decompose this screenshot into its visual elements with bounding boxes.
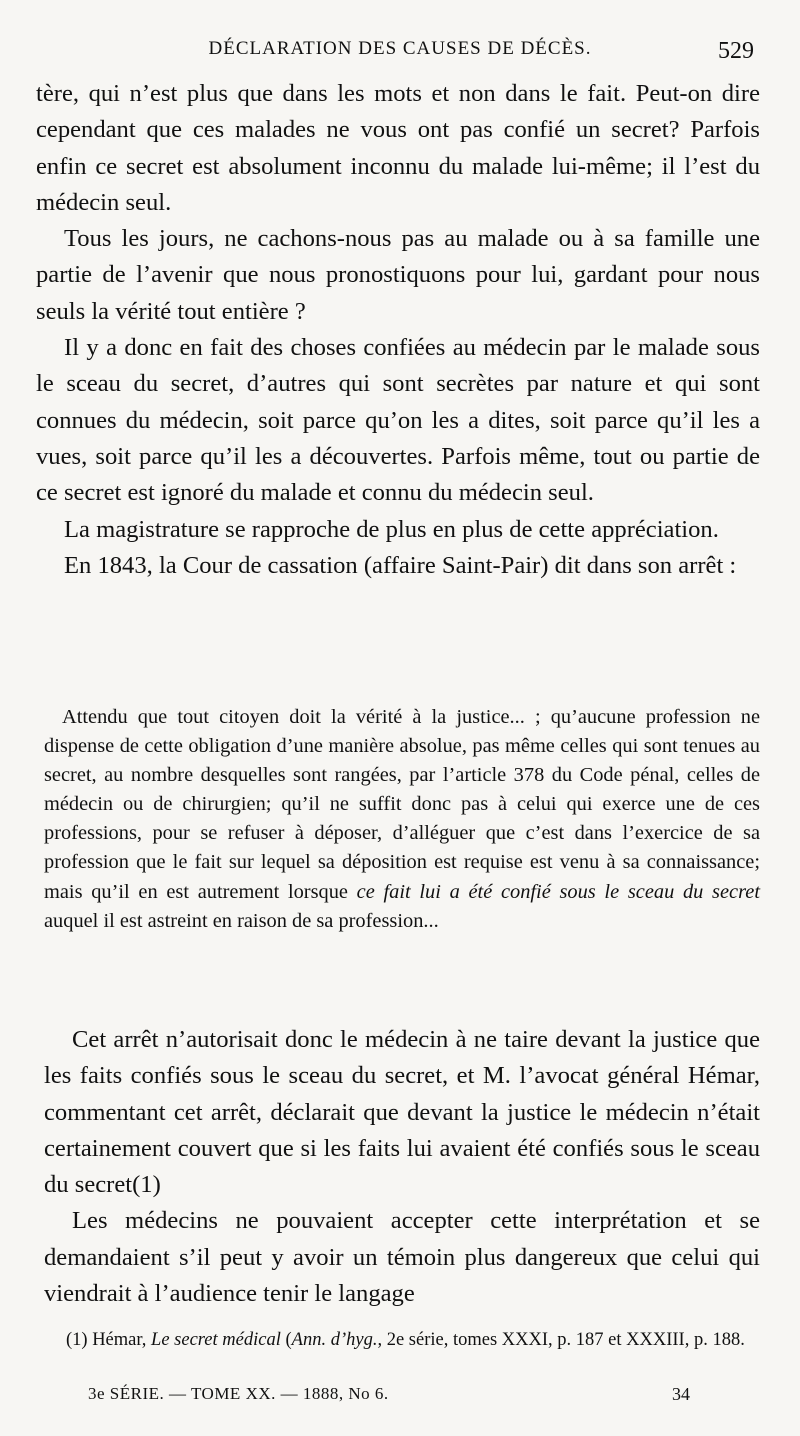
- footnote-title: Le secret médical: [151, 1330, 281, 1350]
- body-text: [36, 76, 760, 584]
- footnote: [44, 1328, 760, 1353]
- series-info: 3e SÉRIE. — TOME XX. — 1888, No 6.: [88, 1384, 389, 1403]
- court-ruling-quote: [44, 703, 760, 936]
- paragraph: En 1843, la Cour de cassation (affaire Saint-Pair) dit dans son arrêt :: [64, 551, 737, 579]
- footnote-rest: , 2e série, tomes XXXI, p. 187 et XXXIII, p. 188.: [377, 1330, 745, 1350]
- footnote-journal: Ann. d’hyg.: [291, 1330, 378, 1350]
- paragraph: Cet arrêt n’autorisait donc le médecin à ne taire devant la justice que les faits confiés sous le sceau du secret, et M. l’avocat général Hémar, commentant cet arrêt, déclarait que devant la justice le médecin n’était certainement couvert que si les faits lui avaient été confiés sous le sceau du secret(1): [44, 1026, 760, 1199]
- footnote-marker: (1) Hémar,: [66, 1330, 152, 1350]
- quote-text-end: auquel il est astreint en raison de sa profession...: [44, 909, 439, 932]
- quote-paragraph: [44, 703, 760, 936]
- running-head: [0, 38, 800, 68]
- footnote-text: [44, 1328, 760, 1353]
- quote-italic: ce fait lui a été confié sous le sceau du secret: [356, 880, 760, 903]
- paragraph: tère, qui n’est plus que dans les mots et non dans le fait. Peut-on dire cependant que ces malades ne vous ont pas confié un secret? Parfois enfin ce secret est absolument inconnu du malade lui-même; il l’est du médecin seul.: [36, 80, 760, 216]
- paragraph: Les médecins ne pouvaient accepter cette interprétation et se demandaient s’il peut y avoir un témoin plus dangereux que celui qui viendrait à l’audience tenir le langage: [44, 1207, 760, 1308]
- footnote-punct: (: [280, 1330, 292, 1350]
- body-text-continued: [44, 1022, 760, 1312]
- running-title: DÉCLARATION DES CAUSES DE DÉCÈS.: [208, 38, 592, 59]
- paragraph: Il y a donc en fait des choses confiées au médecin par le malade sous le sceau du secret, d’autres qui sont secrètes par nature et qui sont connues du médecin, soit parce qu’on les a dites, soit parce qu’il les a vues, soit parce qu’il les a découvertes. Parfois même, tout ou partie de ce secret est ignoré du malade et connu du médecin seul.: [36, 334, 760, 507]
- quote-text: Attendu que tout citoyen doit la vérité à la justice... ; qu’aucune profession ne dispense de cette obligation d’une manière absolue, pas même celles qui sont tenues au secret, au nombre desquelles sont rangées, par l’article 378 du Code pénal, celles de médecin ou de chirurgien; qu’il ne suffit donc pas à celui qui exerce une de ces professions, pour se refuser à déposer, d’alléguer que c’est dans l’exercice de sa profession que le fait sur lequel sa déposition est requise est venu à sa connaissance; mais qu’il en est autrement lorsque: [44, 706, 760, 903]
- paragraph: La magistrature se rapproche de plus en plus de cette appréciation.: [64, 515, 719, 543]
- paragraph: Tous les jours, ne cachons-nous pas au malade ou à sa famille une partie de l’avenir que nous pronostiquons pour lui, gardant pour nous seuls la vérité tout entière ?: [36, 225, 760, 325]
- page-number: 529: [718, 38, 754, 64]
- signature-line: [88, 1384, 760, 1410]
- signature-number: 34: [672, 1384, 690, 1404]
